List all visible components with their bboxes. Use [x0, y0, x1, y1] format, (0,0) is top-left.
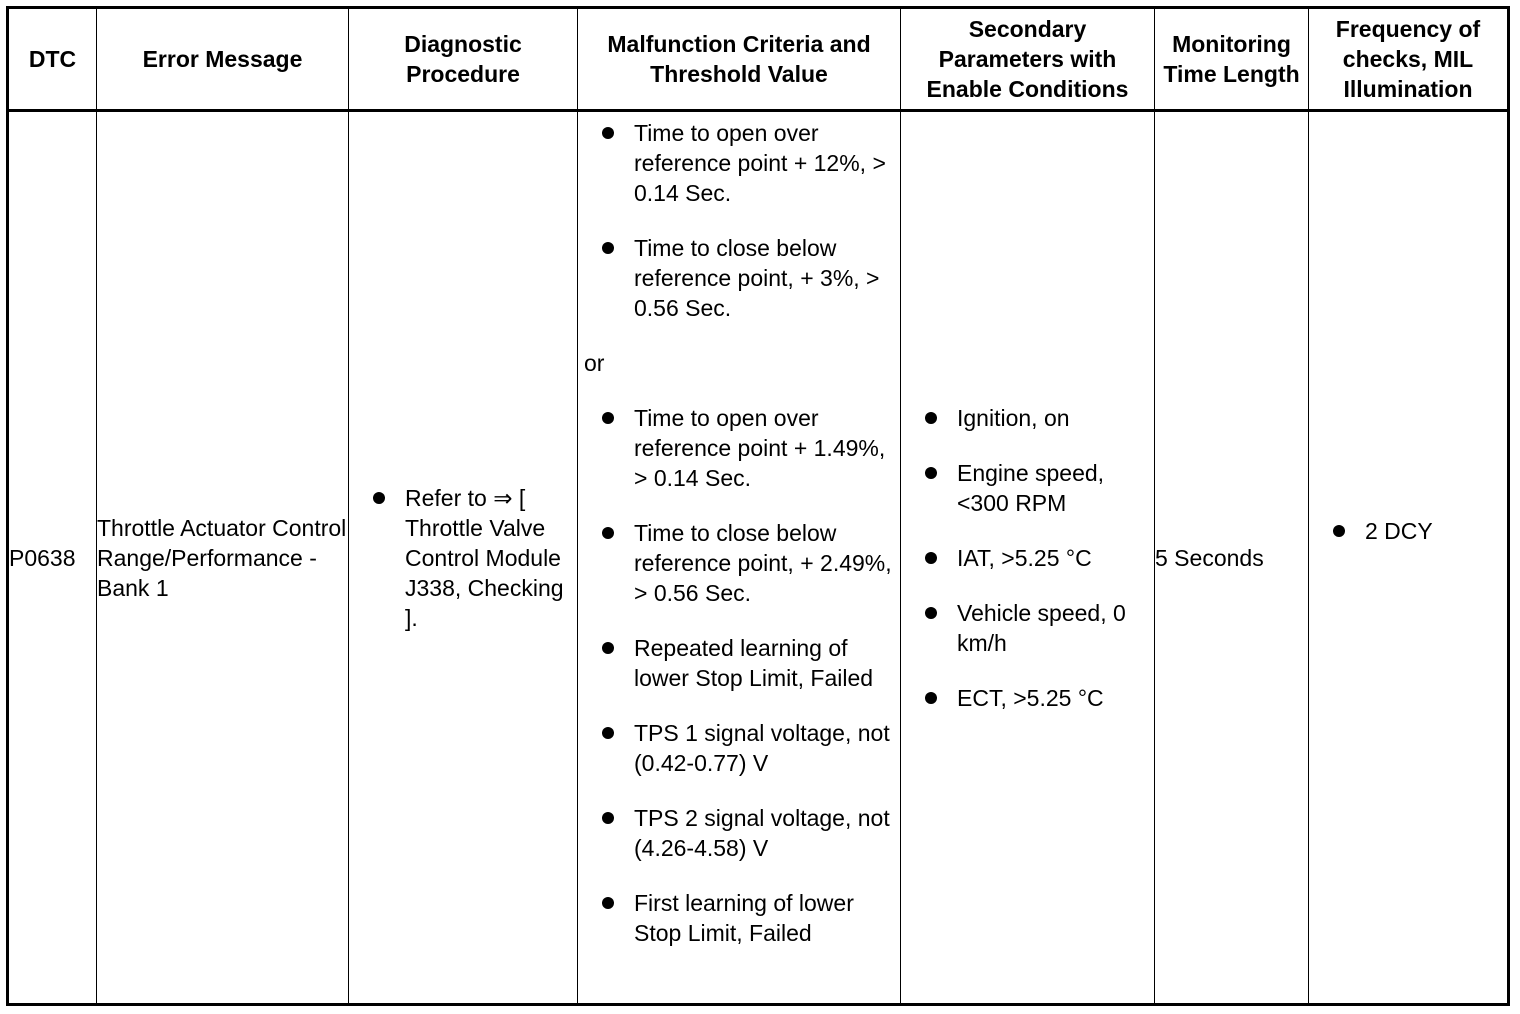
list-item: Time to open over reference point + 12%, > 0.14 Sec. [578, 118, 900, 208]
list-item: Refer to ⇒ [ Throttle Valve Control Module J338, Checking ]. [349, 483, 577, 633]
cell-error-message: Throttle Actuator Control Range/Performance - Bank 1 [97, 111, 349, 1005]
list-item: Vehicle speed, 0 km/h [901, 598, 1154, 658]
list-item: TPS 2 signal voltage, not (4.26-4.58) V [578, 803, 900, 863]
cell-frequency [1309, 111, 1509, 1005]
cell-diagnostic-procedure [349, 111, 578, 1005]
header-frequency [1309, 8, 1509, 111]
criteria-or-separator: or [584, 350, 605, 376]
header-dtc: DTC [8, 8, 97, 111]
header-malfunction-criteria-text: Malfunction Criteria and Threshold Value [607, 31, 871, 87]
list-item: 2 DCY [1309, 516, 1507, 546]
list-item: Ignition, on [901, 403, 1154, 433]
header-monitoring-time [1155, 8, 1309, 111]
table-row [8, 111, 1509, 1005]
list-item: Engine speed, <300 RPM [901, 458, 1154, 518]
header-error-message: Error Message [97, 8, 349, 111]
criteria-list-group-2 [578, 403, 900, 948]
header-secondary-parameters [901, 8, 1155, 111]
header-diagnostic-procedure [349, 8, 578, 111]
criteria-list-group-1 [578, 118, 900, 323]
frequency-list [1309, 516, 1507, 546]
cell-malfunction-criteria [578, 111, 901, 1005]
secondary-parameters-list [901, 403, 1154, 713]
list-item: Time to open over reference point + 1.49%, > 0.14 Sec. [578, 403, 900, 493]
list-item: ECT, >5.25 °C [901, 683, 1154, 713]
header-diagnostic-procedure-text: Diagnostic Procedure [404, 31, 522, 87]
list-item: IAT, >5.25 °C [901, 543, 1154, 573]
cell-secondary-parameters [901, 111, 1155, 1005]
cell-monitoring-time: 5 Seconds [1155, 111, 1309, 1005]
list-item: Time to close below reference point, + 3%, > 0.56 Sec. [578, 233, 900, 323]
list-item: Repeated learning of lower Stop Limit, Failed [578, 633, 900, 693]
list-item: Time to close below reference point, + 2.49%, > 0.56 Sec. [578, 518, 900, 608]
dtc-table [6, 6, 1510, 1006]
list-item: First learning of lower Stop Limit, Failed [578, 888, 900, 948]
header-frequency-text: Frequency of checks, MIL Illumination [1335, 16, 1481, 102]
header-secondary-parameters-text: Secondary Parameters with Enable Conditions [926, 16, 1129, 102]
list-item: TPS 1 signal voltage, not (0.42-0.77) V [578, 718, 900, 778]
header-malfunction-criteria [578, 8, 901, 111]
header-monitoring-time-text: Monitoring Time Length [1163, 31, 1300, 87]
cell-dtc: P0638 [8, 111, 97, 1005]
header-row [8, 8, 1509, 111]
diagnostic-procedure-list [349, 483, 577, 633]
